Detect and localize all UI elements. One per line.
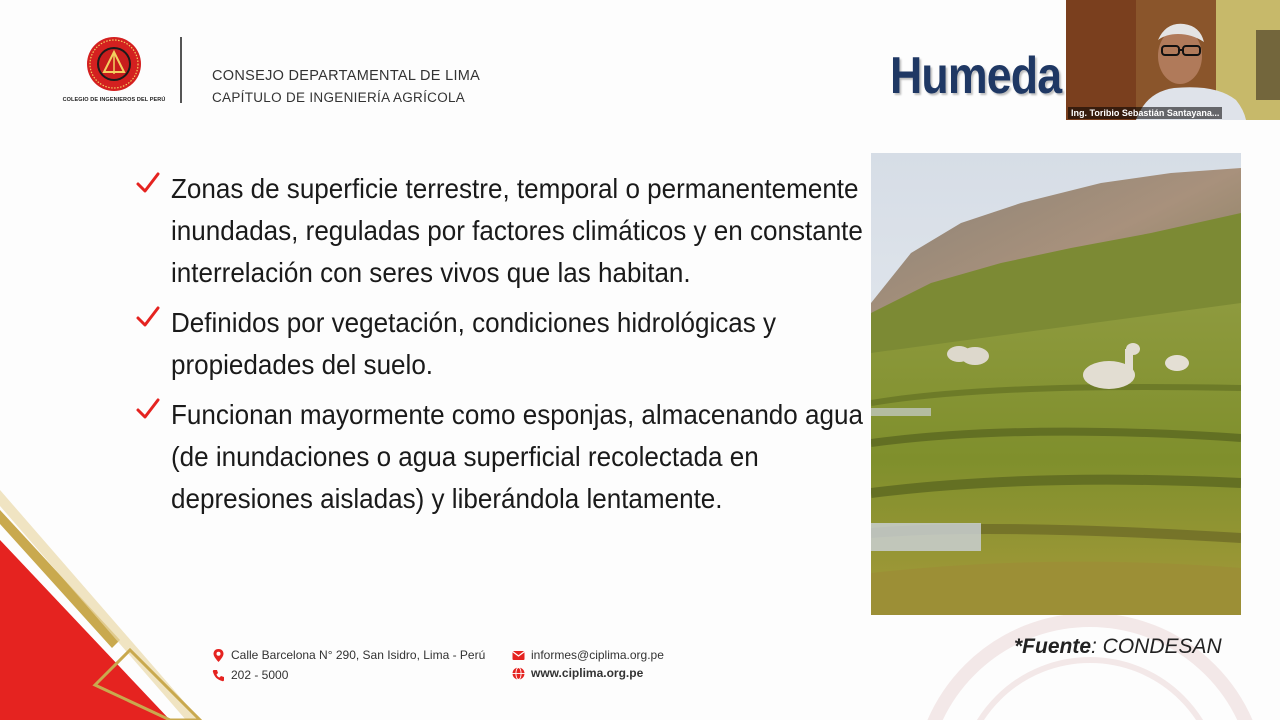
footer-address bbox=[212, 648, 485, 662]
footer-website[interactable] bbox=[512, 666, 643, 680]
cip-seal-icon bbox=[86, 36, 142, 92]
cip-logo bbox=[62, 36, 166, 108]
address-text: Calle Barcelona N° 290, San Isidro, Lima - Perú bbox=[231, 648, 486, 662]
source-label: *Fuente bbox=[1014, 635, 1092, 658]
location-pin-icon bbox=[212, 649, 225, 662]
envelope-icon bbox=[512, 649, 525, 662]
watermark-seal bbox=[900, 600, 1280, 720]
chapter-name: CAPÍTULO DE INGENIERÍA AGRÍCOLA bbox=[212, 90, 466, 105]
source-name: : CONDESAN bbox=[1091, 635, 1222, 658]
footer-email[interactable] bbox=[512, 648, 664, 662]
bullet-text: Zonas de superficie terrestre, temporal o permanentemente inundadas, reguladas por factores climáticos y en constante interrelación con seres vivos que las habitan. bbox=[171, 173, 863, 288]
footer-phone bbox=[212, 668, 288, 682]
webcam-video-tile[interactable] bbox=[1066, 0, 1280, 120]
logo-caption: COLEGIO DE INGENIEROS DEL PERÚ bbox=[62, 97, 166, 103]
org-name: CONSEJO DEPARTAMENTAL DE LIMA bbox=[212, 68, 481, 84]
bullet-list bbox=[135, 168, 863, 528]
speaker-video-frame bbox=[1066, 0, 1280, 120]
bullet-text: Funcionan mayormente como esponjas, almacenando agua (de inundaciones o agua superficial recolectada en depresiones aisladas) y liberándola lentamente. bbox=[171, 399, 863, 514]
globe-icon bbox=[512, 667, 525, 680]
bullet-item bbox=[135, 168, 863, 294]
source-caption bbox=[1014, 635, 1222, 659]
checkmark-icon bbox=[135, 170, 161, 196]
header-divider bbox=[180, 37, 182, 103]
bullet-text: Definidos por vegetación, condiciones hidrológicas y propiedades del suelo. bbox=[171, 307, 777, 380]
wetland-photo bbox=[871, 153, 1241, 615]
checkmark-icon bbox=[135, 396, 161, 422]
checkmark-icon bbox=[135, 304, 161, 330]
phone-icon bbox=[212, 669, 225, 682]
phone-text: 202 - 5000 bbox=[231, 668, 289, 682]
participant-name-label: Ing. Toribio Sebastián Santayana... bbox=[1068, 107, 1222, 119]
website-text: www.ciplima.org.pe bbox=[531, 666, 644, 680]
bullet-item bbox=[135, 394, 863, 520]
slide-title: Humeda bbox=[890, 47, 1062, 105]
bullet-item bbox=[135, 302, 855, 386]
email-text: informes@ciplima.org.pe bbox=[531, 648, 664, 662]
